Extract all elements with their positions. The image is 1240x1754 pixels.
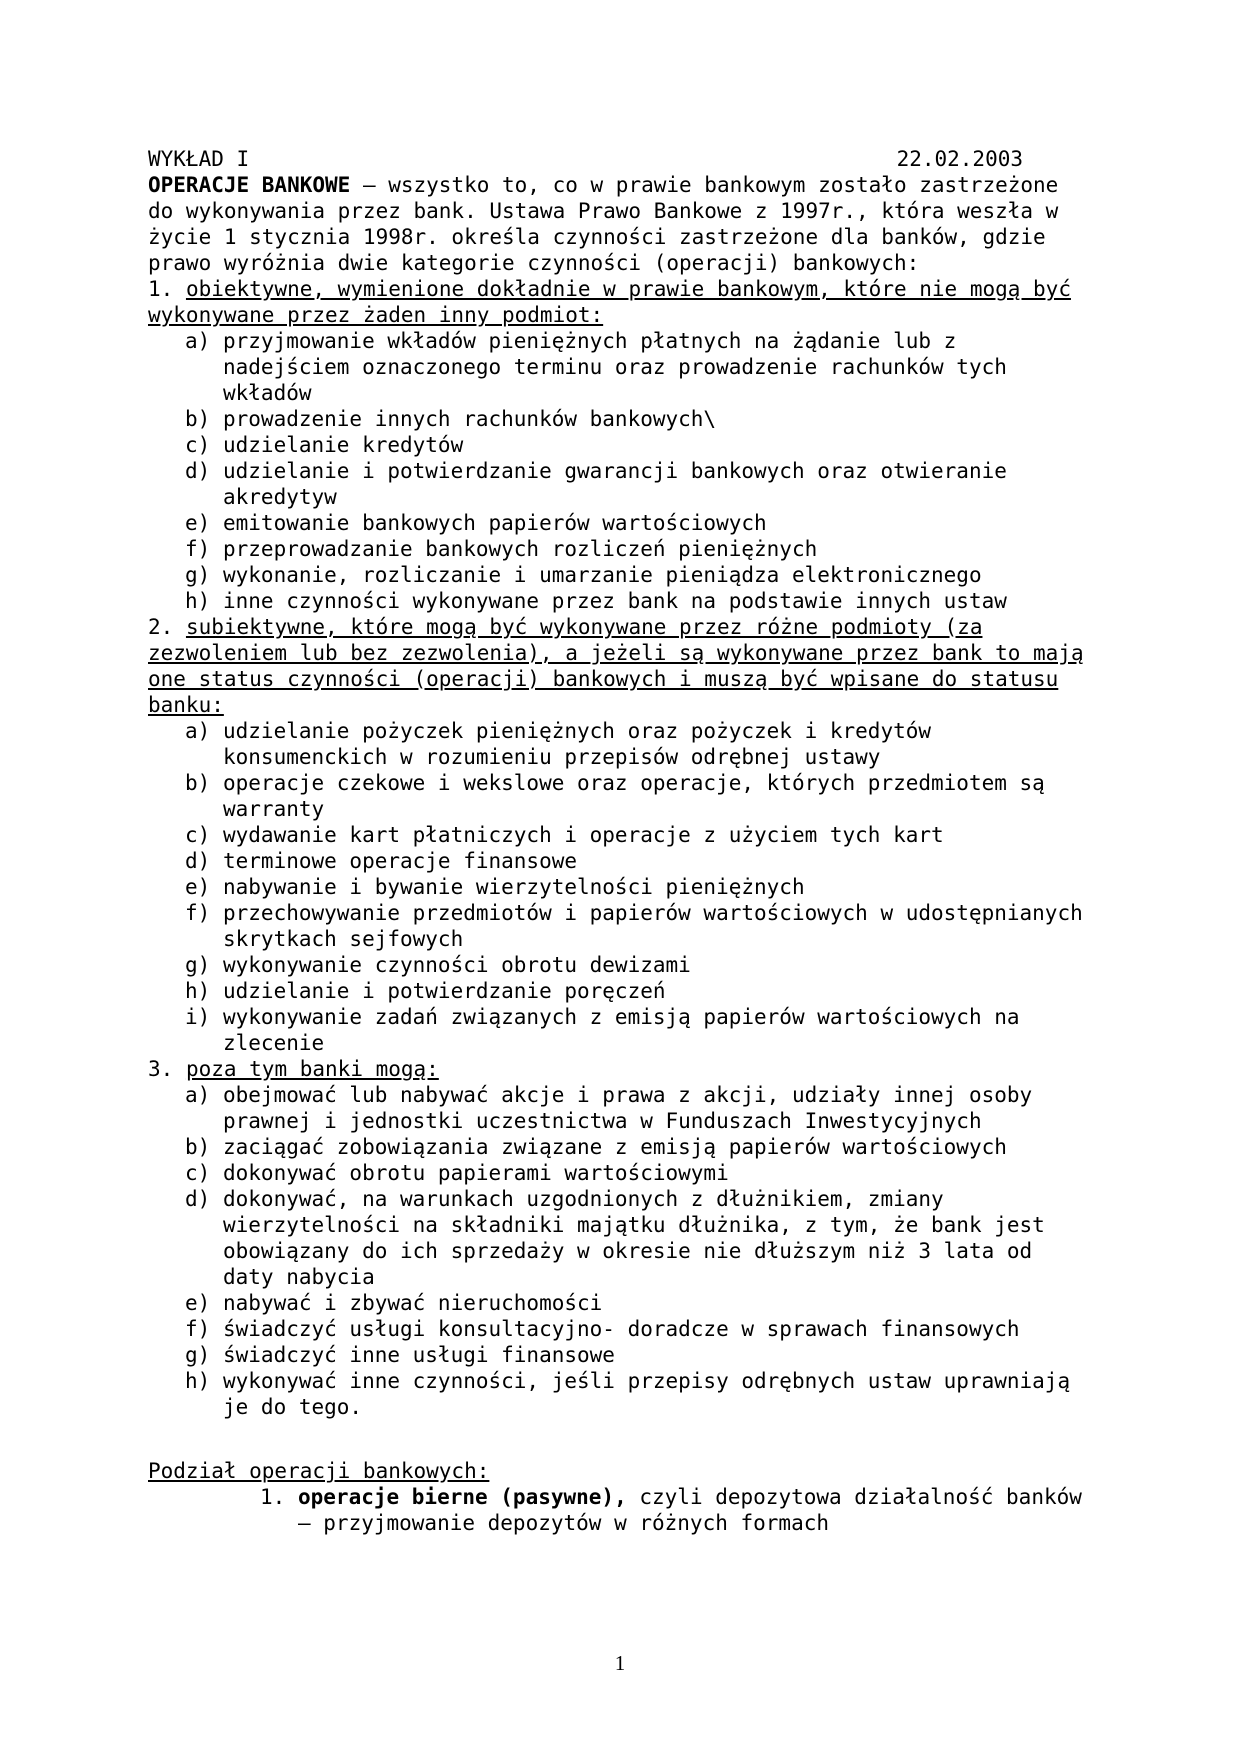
podzial-item-text: czyli depozytowa działalność banków – przyjmowanie depozytów w różnych formach: [298, 1485, 1082, 1535]
podzial-item-number: 1.: [260, 1485, 286, 1509]
section-1-list: [148, 328, 1088, 614]
list-item: [148, 1290, 1088, 1316]
list-item: [148, 952, 1088, 978]
section-3-list: [148, 1082, 1088, 1420]
list-item: [148, 588, 1088, 614]
spacer: [148, 1420, 1088, 1446]
list-item: [148, 978, 1088, 1004]
item-text: wydawanie kart płatniczych i operacje z użyciem tych kart: [223, 823, 944, 847]
intro-term: OPERACJE BANKOWE: [148, 173, 351, 197]
section-1-number: 1.: [148, 277, 174, 301]
item-label: f): [185, 1317, 211, 1341]
item-label: d): [185, 459, 211, 483]
list-item: [148, 874, 1088, 900]
section-3-heading: [148, 1056, 1088, 1082]
item-label: d): [185, 849, 211, 873]
item-text: wykonywanie czynności obrotu dewizami: [223, 953, 691, 977]
item-text: udzielanie i potwierdzanie poręczeń: [223, 979, 666, 1003]
item-text: przyjmowanie wkładów pieniężnych płatnych na żądanie lub z nadejściem oznaczonego terminu oraz prowadzenie rachunków tych wkładów: [223, 329, 1007, 405]
list-item: [148, 718, 1088, 770]
item-text: emitowanie bankowych papierów wartościowych: [223, 511, 767, 535]
item-text: dokonywać, na warunkach uzgodnionych z dłużnikiem, zmiany wierzytelności na składniki majątku dłużnika, z tym, że bank jest obowiązany do ich sprzedaży w okresie nie dłuższym niż 3 lata od daty nabycia: [223, 1187, 1045, 1289]
section-3-number: 3.: [148, 1057, 174, 1081]
lecture-header: [148, 146, 1023, 172]
section-1-title: obiektywne, wymienione dokładnie w prawie bankowym, które nie mogą być wykonywane przez żaden inny podmiot:: [148, 277, 1071, 327]
item-label: b): [185, 1135, 211, 1159]
list-item: [148, 1082, 1088, 1134]
lecture-date: 22.02.2003: [896, 147, 1023, 171]
item-label: a): [185, 329, 211, 353]
section-2-number: 2.: [148, 615, 174, 639]
item-text: przeprowadzanie bankowych rozliczeń pieniężnych: [223, 537, 818, 561]
lecture-title: WYKŁAD I: [148, 147, 250, 171]
item-label: g): [185, 953, 211, 977]
list-item: [148, 536, 1088, 562]
item-label: a): [185, 1083, 211, 1107]
item-label: b): [185, 407, 211, 431]
section-1-heading: [148, 276, 1088, 328]
intro-paragraph: [148, 172, 1088, 276]
section-2-title: subiektywne, które mogą być wykonywane przez różne podmioty (za zezwoleniem lub bez zezwolenia), a jeżeli są wykonywane przez bank to mają one status czynności (operacji) bankowych i muszą być wpisane do statusu banku:: [148, 615, 1084, 717]
item-label: b): [185, 771, 211, 795]
list-item: [148, 1342, 1088, 1368]
item-text: świadczyć inne usługi finansowe: [223, 1343, 615, 1367]
item-label: c): [185, 1161, 211, 1185]
item-text: wykonanie, rozliczanie i umarzanie pieniądza elektronicznego: [223, 563, 982, 587]
item-label: g): [185, 1343, 211, 1367]
item-label: c): [185, 433, 211, 457]
section-2-list: [148, 718, 1088, 1056]
list-item: [148, 1004, 1088, 1056]
list-item: [148, 900, 1088, 952]
item-text: nabywanie i bywanie wierzytelności pieniężnych: [223, 875, 805, 899]
item-label: c): [185, 823, 211, 847]
item-text: świadczyć usługi konsultacyjno- doradcze w sprawach finansowych: [223, 1317, 1020, 1341]
item-text: nabywać i zbywać nieruchomości: [223, 1291, 603, 1315]
intro-text: – wszystko to, co w prawie bankowym zostało zastrzeżone do wykonywania przez bank. Ustawa Prawo Bankowe z 1997r., która weszła w życie 1 stycznia 1998r. określa czynności zastrzeżone dla banków, gdzie prawo wyróżnia dwie kategorie czynności (operacji) bankowych:: [148, 173, 1059, 275]
item-label: h): [185, 979, 211, 1003]
list-item: [148, 432, 1088, 458]
item-text: dokonywać obrotu papierami wartościowymi: [223, 1161, 729, 1185]
section-2-heading: [148, 614, 1088, 718]
item-text: wykonywanie zadań związanych z emisją papierów wartościowych na zlecenie: [223, 1005, 1020, 1055]
item-text: terminowe operacje finansowe: [223, 849, 578, 873]
list-item: [148, 848, 1088, 874]
item-text: wykonywać inne czynności, jeśli przepisy odrębnych ustaw uprawniają je do tego.: [223, 1369, 1071, 1419]
item-label: d): [185, 1187, 211, 1211]
item-label: h): [185, 589, 211, 613]
list-item: [148, 562, 1088, 588]
list-item: [148, 1316, 1088, 1342]
list-item: [148, 406, 1088, 432]
item-text: obejmować lub nabywać akcje i prawa z akcji, udziały innej osoby prawnej i jednostki uczestnictwa w Funduszach Inwestycyjnych: [223, 1083, 1033, 1133]
item-text: udzielanie pożyczek pieniężnych oraz pożyczek i kredytów konsumenckich w rozumieniu przepisów odrębnej ustawy: [223, 719, 932, 769]
item-label: i): [185, 1005, 211, 1029]
item-text: udzielanie kredytów: [223, 433, 464, 457]
list-item: [148, 510, 1088, 536]
item-label: e): [185, 1291, 211, 1315]
list-item: [148, 458, 1088, 510]
page-number: 1: [614, 1651, 626, 1675]
item-label: g): [185, 563, 211, 587]
item-text: operacje czekowe i wekslowe oraz operacje, których przedmiotem są warranty: [223, 771, 1045, 821]
list-item: [148, 1186, 1088, 1290]
item-text: przechowywanie przedmiotów i papierów wartościowych w udostępnianych skrytkach sejfowych: [223, 901, 1083, 951]
item-text: zaciągać zobowiązania związane z emisją papierów wartościowych: [223, 1135, 1007, 1159]
podzial-item-term: operacje bierne (pasywne),: [298, 1485, 627, 1509]
list-item: [148, 1368, 1088, 1420]
list-item: [148, 822, 1088, 848]
item-text: inne czynności wykonywane przez bank na podstawie innych ustaw: [223, 589, 1007, 613]
item-label: a): [185, 719, 211, 743]
item-label: e): [185, 875, 211, 899]
item-label: f): [185, 901, 211, 925]
podzial-item: [148, 1484, 1088, 1536]
item-label: f): [185, 537, 211, 561]
item-text: prowadzenie innych rachunków bankowych\: [223, 407, 717, 431]
section-3-title: poza tym banki mogą:: [185, 1057, 439, 1081]
list-item: [148, 1160, 1088, 1186]
podzial-heading: Podział operacji bankowych:: [148, 1459, 490, 1483]
item-text: udzielanie i potwierdzanie gwarancji bankowych oraz otwieranie akredytyw: [223, 459, 1007, 509]
item-label: h): [185, 1369, 211, 1393]
document-body: [148, 172, 1088, 1536]
item-label: e): [185, 511, 211, 535]
list-item: [148, 328, 1088, 406]
list-item: [148, 1134, 1088, 1160]
list-item: [148, 770, 1088, 822]
